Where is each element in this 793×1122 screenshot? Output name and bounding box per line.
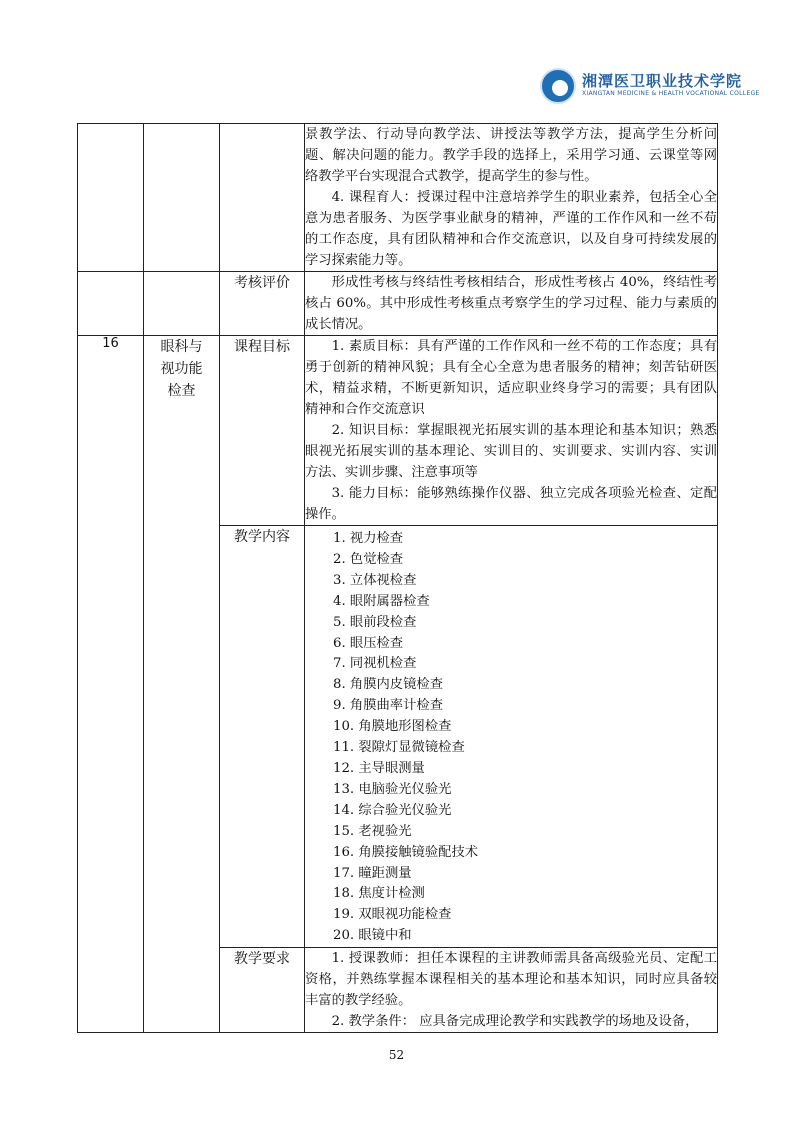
list-item: 19. 双眼视功能检查 [333,907,452,923]
table-row [78,272,718,336]
label-cell-continued [220,124,305,272]
table-row [78,124,718,272]
objectives-label: 课程目标 [220,336,305,526]
list-item: 13. 电脑验光仪验光 [333,781,452,797]
list-item: 5. 眼前段检查 [333,614,417,630]
list-item: 18. 焦度计检测 [333,886,425,902]
assessment-text [305,272,718,336]
list-item: 15. 老视验光 [333,823,412,839]
list-item: 3. 立体视检查 [333,572,417,588]
assessment-label: 考核评价 [220,272,305,336]
objective-ability: 3. 能力目标：能够熟练操作仪器、独立完成各项验光检查、定配操作。 [305,486,717,522]
list-item: 14. 综合验光仪验光 [333,802,452,818]
list-item: 17. 瞳距测量 [333,865,412,881]
requirement-teacher: 1. 授课教师：担任本课程的主讲教师需具备高级验光员、定配工资格，并熟练掌握本课程相关的基本理论和基本知识，同时应具备较丰富的教学经验。 [305,951,717,1009]
college-name-en: XIANGTAN MEDICINE & HEALTH VOCATIONAL COLLEGE [582,90,760,97]
list-item: 1. 视力检查 [333,531,404,546]
page-number: 52 [388,1048,405,1062]
list-item: 7. 同视机检查 [333,656,417,672]
list-item: 2. 色觉检查 [333,551,404,567]
list-item: 20. 眼镜中和 [333,928,412,944]
curriculum-table [77,123,718,1033]
college-logo-icon [540,68,576,104]
course-name-cell-continued [144,272,220,336]
assessment-paragraph: 形成性考核与终结性考核相结合，形成性考核占 40%，终结性考核占 60%。其中形成性考核重点考察学生的学习过程、能力与素质的成长情况。 [305,275,717,332]
course-number: 16 [78,336,144,1033]
course-number-cell-continued [78,272,144,336]
content-cell [305,526,718,948]
course-name-text: 眼科与视功能检查 [160,339,203,399]
course-education-text: 4. 课程育人：授课过程中注意培养学生的职业素养，包括全心全意为患者服务、为医学事业献身的精神，严谨的工作作风和一丝不苟的工作态度，具有团队精神和合作交流意识，以及自身可持续发展的学习探索能力等。 [305,190,717,268]
list-item: 11. 裂隙灯显微镜检查 [333,740,465,756]
objective-knowledge: 2. 知识目标：掌握眼视光拓展实训的基本理论和基本知识；熟悉眼视光拓展实训的基本理论、实训目的、实训要求、实训内容、实训方法、实训步骤、注意事项等 [305,423,717,480]
content-label: 教学内容 [220,526,305,948]
list-item: 12. 主导眼测量 [333,760,425,776]
course-number-cell-continued [78,124,144,272]
page-header [540,68,760,108]
requirement-conditions: 2. 教学条件： 应具备完成理论教学和实践教学的场地及设备， [331,1014,699,1030]
requirements-cell [305,948,718,1033]
list-item: 8. 角膜内皮镜检查 [333,677,443,693]
list-item: 4. 眼附属器检查 [333,593,430,609]
list-item: 10. 角膜地形图检查 [333,719,452,735]
course-name-cell-continued [144,124,220,272]
requirements-label: 教学要求 [220,948,305,1033]
course-name [144,336,220,1033]
list-item: 16. 角膜接触镜验配技术 [333,844,479,860]
list-item: 6. 眼压检查 [333,635,404,651]
table-row [78,336,718,526]
objectives-cell [305,336,718,526]
list-item: 9. 角膜曲率计检查 [333,698,443,714]
objective-quality: 1. 素质目标：具有严谨的工作作风和一丝不苟的工作态度；具有勇于创新的精神风貌；具有全心全意为患者服务的精神；刻苦钻研医术，精益求精，不断更新知识，适应职业终身学习的需要；具有团队精神和合作交流意识 [305,339,717,417]
teaching-methods-tail: 景教学法、行动导向教学法、讲授法等教学方法，提高学生分析问题、解决问题的能力。教学手段的选择上，采用学习通、云课堂等网络教学平台实现混合式教学，提高学生的参与性。 [305,127,717,184]
college-name-cn: 湘潭医卫职业技术学院 [582,72,743,90]
teaching-methods-cell [305,124,718,272]
